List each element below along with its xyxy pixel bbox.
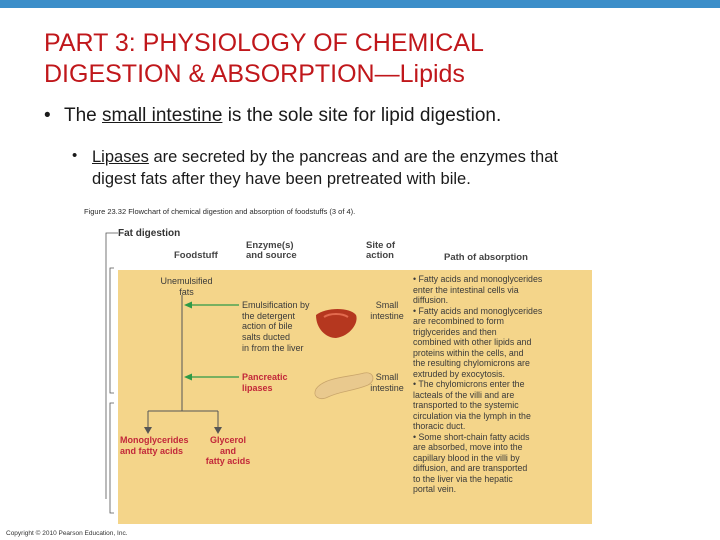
slide-top-bar: [0, 0, 720, 8]
path-line: diffusion, and are transported: [413, 463, 528, 473]
site-2-line-1: Small: [375, 372, 399, 382]
product-glycerol-label: [202, 435, 254, 467]
header-path-of-absorption: Path of absorption: [444, 252, 528, 263]
emulsification-line-4: salts ducted: [242, 332, 291, 343]
product-monoglycerides-label: [120, 435, 189, 456]
emulsification-label: [242, 300, 310, 354]
site-small-intestine-1: [360, 300, 414, 321]
path-line: • Some short-chain fatty acids: [413, 431, 530, 442]
site-small-intestine-2: [360, 372, 414, 393]
emulsification-line-1: Emulsification by: [242, 300, 310, 310]
bullet-1-text: [64, 104, 704, 128]
path-line: are recombined to form: [413, 316, 504, 326]
pancreatic-line-2: lipases: [242, 382, 273, 393]
fat-digestion-title: Fat digestion: [118, 228, 181, 239]
emulsification-line-2: the detergent: [242, 310, 296, 321]
title-line-1: PART 3: PHYSIOLOGY OF CHEMICAL: [44, 29, 484, 57]
pancreatic-line-1: Pancreatic: [242, 372, 288, 382]
site-1-line-2: intestine: [370, 310, 404, 321]
unemulsified-fats-label: [144, 276, 229, 297]
monoglycerides-line-1: Monoglycerides: [120, 435, 189, 445]
emulsification-arrow-head: [184, 302, 192, 309]
glycerol-line-3: fatty acids: [205, 456, 251, 467]
sub-bullet-marker: •: [72, 147, 78, 164]
path-line: • The chylomicrons enter the: [413, 379, 525, 389]
path-line: lacteals of the villi and are: [413, 389, 515, 400]
path-line: to the liver via the hepatic: [413, 473, 513, 484]
figure-caption: Figure 23.32 Flowchart of chemical digestion and absorption of foodstuffs (3 of 4).: [84, 207, 356, 216]
bullet-1-prefix: The: [64, 105, 103, 126]
path-line: enter the intestinal cells via: [413, 284, 519, 295]
path-line: • Fatty acids and monoglycerides: [413, 274, 543, 284]
copyright-notice: Copyright © 2010 Pearson Education, Inc.: [6, 530, 128, 537]
emulsification-line-5: in from the liver: [242, 342, 304, 353]
term-lipases: Lipases: [92, 148, 149, 166]
path-line: transported to the systemic: [413, 400, 519, 410]
bullet-2-line-1: [92, 148, 558, 166]
unemulsified-line-2: fats: [179, 286, 194, 297]
path-line: combined with other lipids and: [413, 337, 532, 347]
header-enzymes-line-1: Enzyme(s): [246, 240, 294, 251]
path-line: proteins within the cells, and: [413, 347, 524, 358]
path-line: diffusion.: [413, 295, 449, 305]
bullet-2-line-1-rest: are secreted by the pancreas and are the enzymes that: [148, 148, 558, 166]
path-line: extruded by exocytosis.: [413, 368, 505, 379]
bullet-2-line-2: digest fats after they have been pretreated with bile.: [92, 170, 471, 188]
monoglycerides-line-2: and fatty acids: [120, 445, 184, 456]
path-line: the resulting chylomicrons are: [413, 358, 530, 368]
term-small-intestine: small intestine: [102, 105, 223, 126]
path-line: • Fatty acids and monoglycerides: [413, 305, 543, 316]
bullet-2-text: [92, 146, 692, 190]
header-site-line-1: Site of: [366, 240, 396, 251]
header-enzymes-line-2: and source: [246, 250, 297, 261]
pancreatic-lipases-label: [242, 372, 288, 393]
site-2-line-2: intestine: [370, 382, 404, 393]
liver-icon: [316, 309, 357, 338]
emulsification-line-3: action of bile: [242, 321, 293, 332]
glycerol-line-1: Glycerol: [209, 435, 247, 445]
path-line: triglycerides and then: [413, 326, 497, 337]
bullet-1-suffix: is the sole site for lipid digestion.: [222, 105, 502, 126]
header-site-line-2: action: [366, 250, 394, 261]
site-1-line-1: Small: [375, 300, 399, 310]
glycerol-line-2: and: [219, 445, 236, 456]
path-line: capillary blood in the villi by: [413, 452, 520, 463]
slide-title: [44, 28, 704, 90]
path-of-absorption-text: [413, 274, 591, 495]
path-line: thoracic duct.: [413, 421, 466, 431]
title-line-2: DIGESTION & ABSORPTION—Lipids: [44, 60, 465, 88]
header-foodstuff: Foodstuff: [174, 250, 218, 261]
unemulsified-line-1: Unemulsified: [160, 276, 213, 286]
path-line: are absorbed, move into the: [413, 442, 523, 452]
path-line: circulation via the lymph in the: [413, 410, 531, 421]
bullet-marker: •: [44, 105, 51, 126]
path-line: portal vein.: [413, 484, 457, 494]
lipase-arrow-head: [184, 374, 192, 381]
fat-digestion-figure: [84, 203, 604, 533]
